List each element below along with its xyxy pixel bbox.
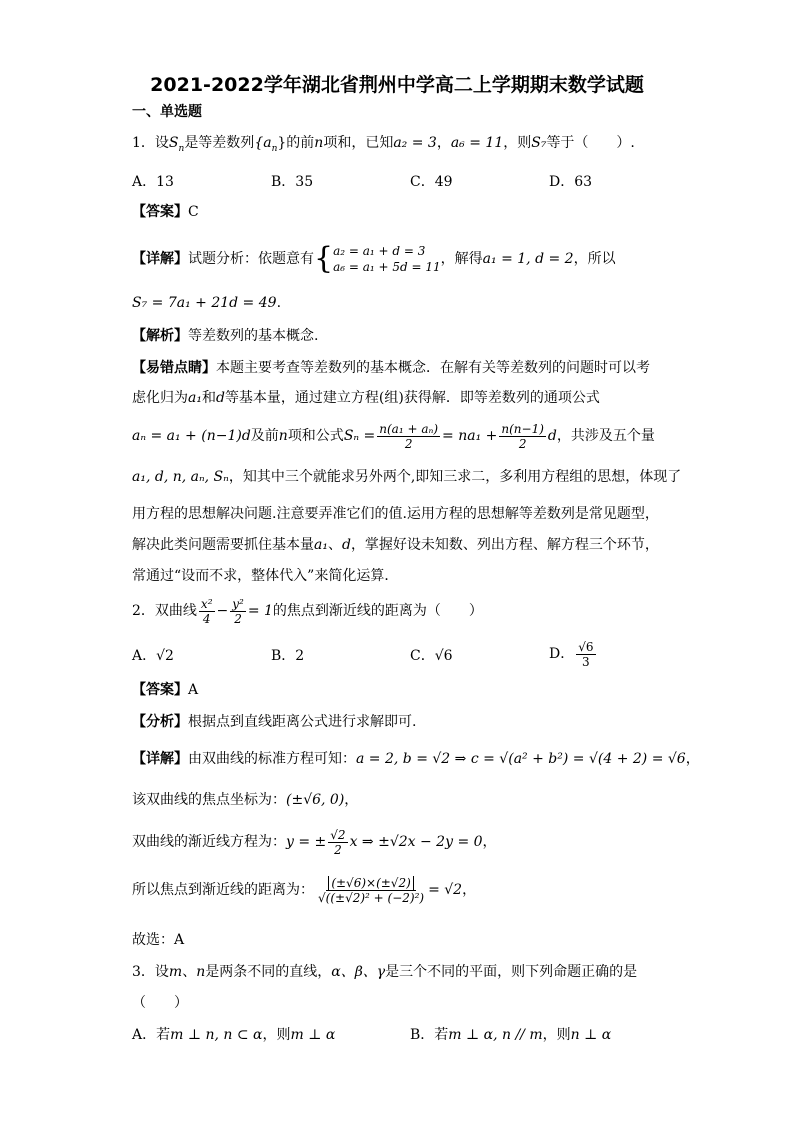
q2-answer: 【答案】A [132,682,199,698]
q1-detail: 【详解】试题分析：依题意有 { a₂ = a₁ + d = 3 a₆ = a₁ + 5d = 11 ，解得a₁ = 1, d = 2，所以 [132,241,616,276]
q2-stem: 2．双曲线 $\frac{\text{x²}}{4}$ − $\frac{\text{y²}}{2}$ = 1的焦点到渐近线的距离为（ ） [132,596,483,626]
sum-formula-fraction-2: $\frac{n(n-1)}{2}$ [501,421,544,451]
q2-distance: 所以焦点到渐近线的距离为： $\frac{(\pm√6)\times(\pm√2)}{\text{√((±√2)² + (−2)²)}}$ = √2， [132,875,477,905]
q2-detail: 【详解】由双曲线的标准方程可知：a = 2, b = √2 ⇒ c = √(a² + b²) = √(4 + 2) = √6， [132,751,700,767]
q1-option-d: D．63 [549,174,593,190]
q2-choose: 故选：A [132,932,185,948]
section-heading: 一、单选题 [132,104,202,120]
q2-analysis: 【分析】根据点到直线距离公式进行求解即可. [132,714,417,730]
q3-option-b: B．若m ⊥ α, n // m，则n ⊥ α [410,1027,612,1043]
q3-option-a: A．若m ⊥ n, n ⊂ α，则m ⊥ α [132,1027,336,1043]
q1-option-a: A．13 [132,174,174,190]
q3-stem-paren: （ ） [132,995,188,1011]
q1-answer: 【答案】C [132,204,199,220]
q1-option-b: B．35 [271,174,314,190]
q2-asymptote: 双曲线的渐近线方程为：y = ± $\frac{√2}{2}$ x ⇒ ±√2x − 2y = 0， [132,827,497,857]
q1-pitfall-line-3: aₙ = a₁ + (n−1)d及前n项和公式Sₙ = $\frac{\text{n(a₁ + aₙ)}}{2}$ = na₁ + $\frac{n(n-1)}{2}$ d，共涉及五个量 [132,421,655,451]
q2-option-d: D． $\frac{√6}{3}$ [549,639,594,669]
q1-pitfall-line-7: 常通过“设而不求，整体代入”来简化运算． [132,568,399,584]
q2-option-b: B．2 [271,648,305,664]
q2-option-a: A．√2 [132,648,174,664]
q1-analysis: 【解析】等差数列的基本概念. [132,328,319,344]
q1-pitfall-line-6: 解决此类问题需要抓住基本量a₁、d，掌握好设未知数、列出方程、解方程三个环节， [132,537,659,553]
q2-option-c: C．√6 [410,648,453,664]
q2-focus: 该双曲线的焦点坐标为：(±√6, 0)， [132,792,359,808]
q1-pitfall-line-4: a₁, d, n, aₙ, Sₙ，知其中三个就能求另外两个,即知三求二，多利用方程组的思想，体现了 [132,469,682,485]
q1-detail-result: S₇ = 7a₁ + 21d = 49. [132,295,282,311]
page-title: 2021-2022学年湖北省荆州中学高二上学期期末数学试题 [150,74,644,96]
q1-pitfall-line-2: 虑化归为a₁和d等基本量，通过建立方程(组)获得解．即等差数列的通项公式 [132,390,600,406]
distance-fraction: $\frac{(\pm√6)\times(\pm√2)}{\text{√((±√2)² + (−2)²)}}$ [318,875,425,905]
sum-formula-fraction: $\frac{\text{n(a₁ + aₙ)}}{2}$ [379,421,439,451]
q3-stem: 3．设m、n是两条不同的直线，α、β、γ是三个不同的平面，则下列命题正确的是 [132,964,638,980]
q1-stem: 1．设$S_n$是等差数列$\{a_n\}$的前n项和，已知a₂ = 3，a₆ = 11，则S₇等于（ ）. [132,135,635,154]
q1-pitfall-line-1: 【易错点睛】本题主要考查等差数列的基本概念．在解有关等差数列的问题时可以考 [132,360,650,376]
equation-system: { a₂ = a₁ + d = 3 a₆ = a₁ + 5d = 11 [314,241,441,276]
q1-option-c: C．49 [410,174,453,190]
q1-pitfall-line-5: 用方程的思想解决问题.注意要弄准它们的值.运用方程的思想解等差数列是常见题型， [132,506,659,522]
